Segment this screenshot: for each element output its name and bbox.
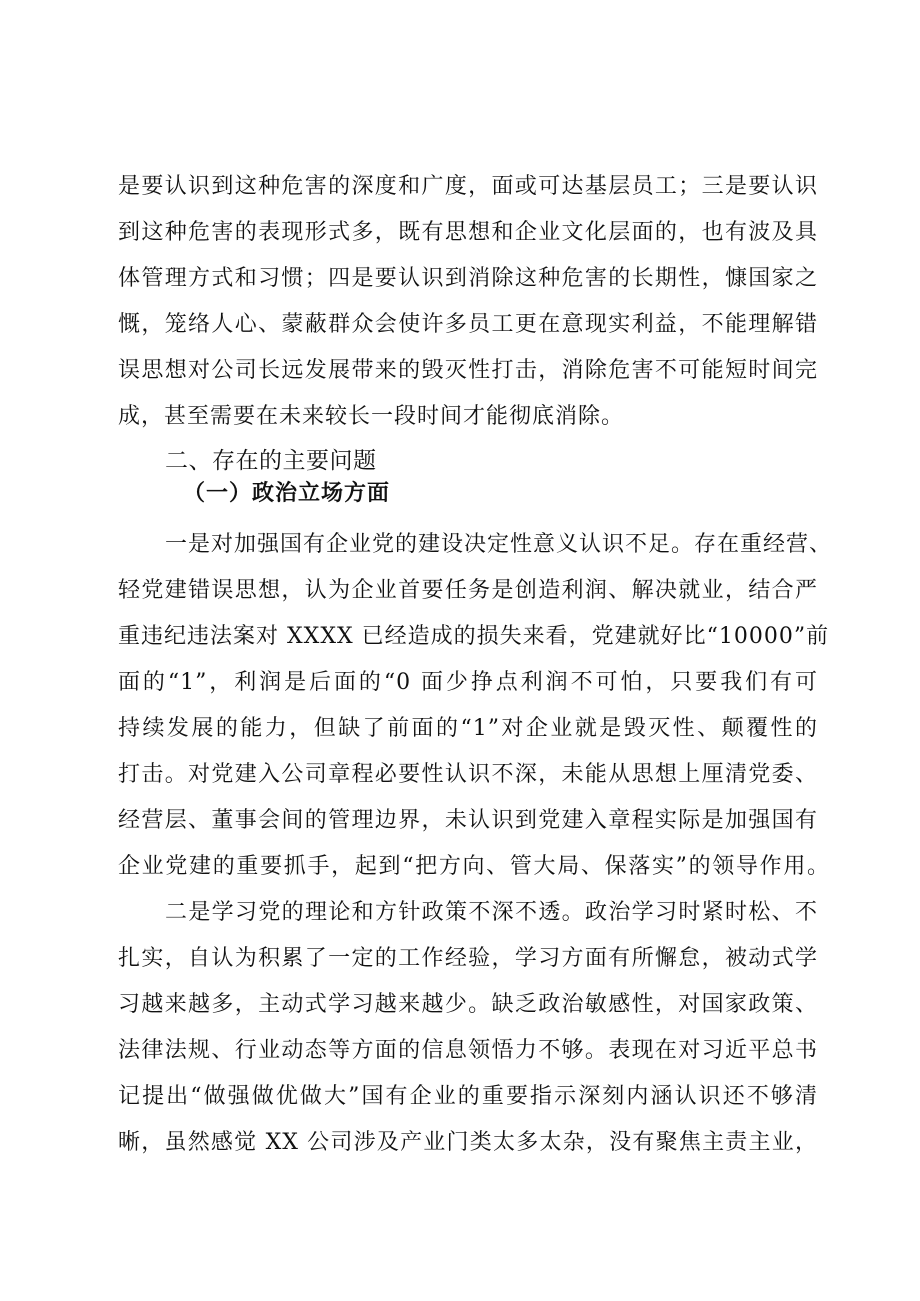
para-one-line-6: 打击。对党建入公司章程必要性认识不深，未能从思想上厘清党委、 — [118, 762, 818, 787]
para-two-line-4: 法律法规、行业动态等方面的信息领悟力不够。表现在对习近平总书 — [118, 1038, 818, 1063]
para-one-line-1: 一是对加强国有企业党的建设决定性意义认识不足。存在重经营、 — [165, 532, 833, 557]
para-one-line-3: 重违纪违法案对 XXXX 已经造成的损失来看，党建就好比“10000”前 — [118, 624, 830, 649]
para-one-line-4: 面的“1”，利润是后面的“0 面少挣点利润不可怕，只要我们有可 — [118, 670, 818, 695]
para-two-line-1: 二是学习党的理论和方针政策不深不透。政治学习时紧时松、不 — [165, 900, 818, 925]
intro-line-2: 到这种危害的表现形式多，既有思想和企业文化层面的，也有波及具 — [118, 220, 818, 245]
para-one-line-7: 经营层、董事会间的管理边界，未认识到党建入章程实际是加强国有 — [118, 808, 818, 833]
para-two-line-6: 晰，虽然感觉 XX 公司涉及产业门类太多太杂，没有聚焦主责主业， — [118, 1130, 818, 1155]
para-two-line-2: 扎实，自认为积累了一定的工作经验，学习方面有所懈怠，被动式学 — [118, 946, 818, 971]
para-two-line-5: 记提出“做强做优做大”国有企业的重要指示深刻内涵认识还不够清 — [118, 1084, 818, 1109]
intro-line-1: 是要认识到这种危害的深度和广度，面或可达基层员工；三是要认识 — [118, 174, 818, 199]
para-one-line-5: 持续发展的能力，但缺了前面的“1”对企业就是毁灭性、颠覆性的 — [118, 716, 818, 741]
intro-line-4: 慨，笼络人心、蒙蔽群众会使许多员工更在意现实利益，不能理解错 — [118, 312, 818, 337]
para-one-line-2: 轻党建错误思想，认为企业首要任务是创造利润、解决就业，结合严 — [118, 578, 818, 603]
para-two-line-3: 习越来越多，主动式学习越来越少。缺乏政治敏感性，对国家政策、 — [118, 992, 818, 1017]
intro-line-3: 体管理方式和习惯；四是要认识到消除这种危害的长期性，慷国家之 — [118, 266, 818, 291]
intro-line-6: 成，甚至需要在未来较长一段时间才能彻底消除。 — [118, 404, 625, 429]
intro-line-5: 误思想对公司长远发展带来的毁灭性打击，消除危害不可能短时间完 — [118, 358, 818, 383]
section-heading: 二、存在的主要问题 — [165, 448, 377, 474]
para-one-line-8: 企业党建的重要抓手，起到“把方向、管大局、保落实”的领导作用。 — [118, 854, 830, 879]
subsection-heading: （一）政治立场方面 — [183, 480, 391, 506]
